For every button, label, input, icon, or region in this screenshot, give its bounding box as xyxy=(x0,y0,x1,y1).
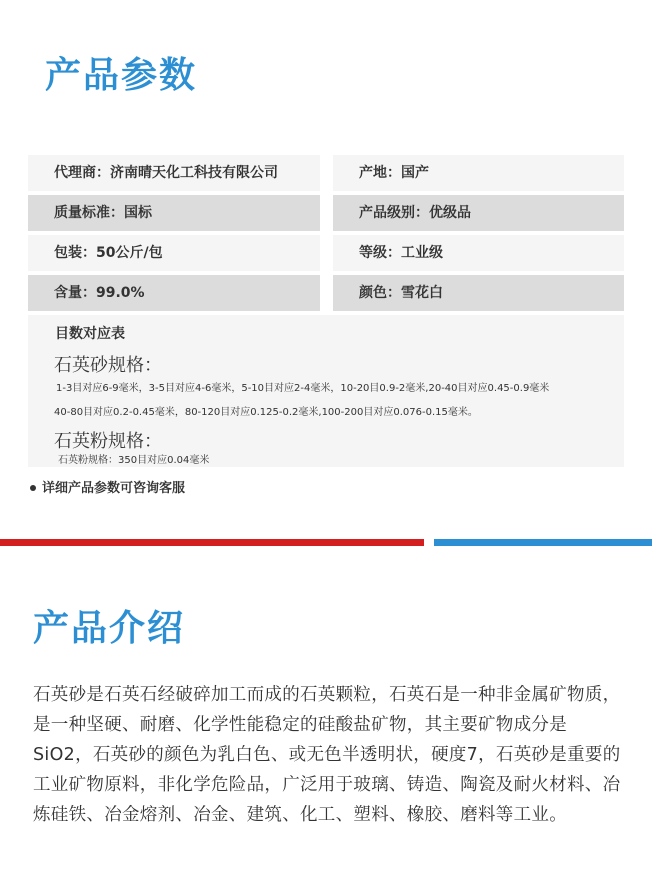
bullet-icon xyxy=(30,485,36,491)
param-standard: 质量标准：国标 xyxy=(28,195,320,231)
intro-title: 产品介绍 xyxy=(33,608,186,649)
sand-spec-heading: 石英砂规格： xyxy=(54,355,162,376)
intro-paragraph: 石英砂是石英石经破碎加工而成的石英颗粒，石英石是一种非金属矿物质，是一种坚硬、耐磨、化学性能稳定的硅酸盐矿物，其主要矿物成分是SiO2，石英砂的颜色为乳白色、或无色半透明状，硬度7，石英砂是重要的工业矿物原料，非化学危险品，广泛用于玻璃、铸造、陶瓷及耐火材料、冶炼硅铁、冶金熔剂、冶金、建筑、化工、塑料、橡胶、磨料等工业。 xyxy=(33,685,621,825)
divider-blue xyxy=(434,539,652,546)
powder-spec-line: 石英粉规格：350目对应0.04毫米 xyxy=(58,455,210,466)
param-origin: 产地：国产 xyxy=(333,155,624,191)
sand-spec-line: 1-3目对应6-9毫米，3-5目对应4-6毫米，5-10目对应2-4毫米，10-20目0.9-2毫米,20-40目对应0.45-0.9毫米 xyxy=(56,383,550,394)
powder-spec-heading: 石英粉规格： xyxy=(54,431,162,452)
mesh-table-title: 目数对应表 xyxy=(55,326,125,342)
param-row xyxy=(28,235,624,271)
param-content: 含量：99.0% xyxy=(28,275,320,311)
param-row xyxy=(28,195,624,231)
consult-note xyxy=(30,477,185,496)
param-packaging: 包装：50公斤/包 xyxy=(28,235,320,271)
divider-red xyxy=(0,539,424,546)
consult-note-text: 详细产品参数可咨询客服 xyxy=(42,481,186,496)
param-row xyxy=(28,275,624,311)
param-agent: 代理商：济南晴天化工科技有限公司 xyxy=(28,155,320,191)
param-row xyxy=(28,155,624,191)
mesh-table xyxy=(28,315,624,467)
param-color: 颜色：雪花白 xyxy=(333,275,624,311)
sand-spec-line: 40-80目对应0.2-0.45毫米，80-120目对应0.125-0.2毫米,100-200目对应0.076-0.15毫米。 xyxy=(54,407,478,418)
param-grade: 等级：工业级 xyxy=(333,235,624,271)
param-grade-level: 产品级别：优级品 xyxy=(333,195,624,231)
params-title: 产品参数 xyxy=(45,55,198,96)
